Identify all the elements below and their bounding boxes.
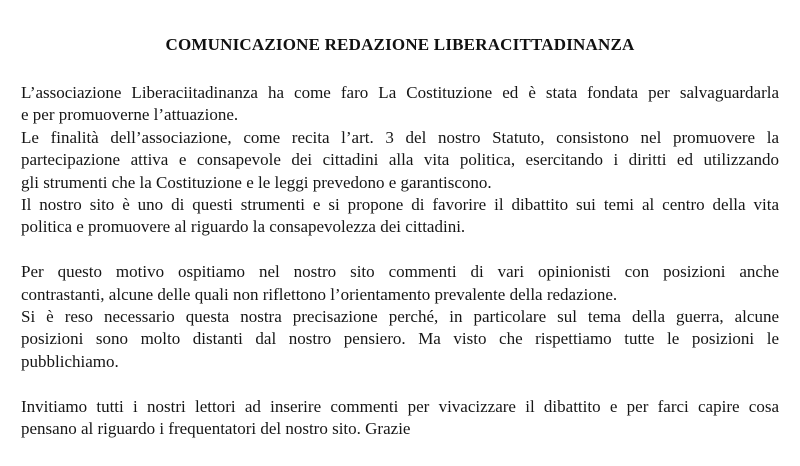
text-line: e per promuoverne l’attuazione.	[21, 105, 239, 125]
document-title: COMUNICAZIONE REDAZIONE LIBERACITTADINANZA	[165, 35, 635, 54]
text-line: Il nostro sito è uno di questi strumenti e si propone di favorire il dibattito sui temi al centro della vita	[21, 195, 779, 215]
paragraph	[21, 127, 779, 194]
document-body	[21, 82, 779, 440]
text-line: posizioni sono molto distanti dal nostro pensiero. Ma visto che rispettiamo tutte le posizioni le	[21, 329, 779, 349]
text-line: pensano al riguardo i frequentatori del nostro sito. Grazie	[21, 419, 411, 439]
text-line: Per questo motivo ospitiamo nel nostro sito commenti di vari opinionisti con posizioni anche	[21, 262, 779, 282]
text-line: gli strumenti che la Costituzione e le leggi prevedono e garantiscono.	[21, 172, 492, 192]
paragraph	[21, 82, 779, 127]
paragraph-spacer	[21, 239, 779, 261]
paragraph	[21, 261, 779, 306]
paragraph	[21, 194, 779, 239]
paragraph-spacer	[21, 373, 779, 395]
text-line: contrastanti, alcune delle quali non riflettono l’orientamento prevalente della redazione.	[21, 284, 618, 304]
text-line: Si è reso necessario questa nostra precisazione perché, in particolare sul tema della guerra, alcune	[21, 307, 779, 327]
text-line: Le finalità dell’associazione, come recita l’art. 3 del nostro Statuto, consistono nel promuovere la	[21, 127, 779, 147]
text-line: politica e promuovere al riguardo la consapevolezza dei cittadini.	[21, 217, 466, 237]
text-line: L’associazione Liberaciitadinanza ha come faro La Costituzione ed è stata fondata per salvaguardarla	[21, 83, 779, 102]
text-line: partecipazione attiva e consapevole dei cittadini alla vita politica, esercitando i diritti ed utilizzando	[21, 150, 779, 170]
paragraph	[21, 306, 779, 373]
text-line: Invitiamo tutti i nostri lettori ad inserire commenti per vivacizzare il dibattito e per farci capire cosa	[21, 396, 779, 416]
text-line: pubblichiamo.	[21, 351, 119, 371]
paragraph	[21, 396, 779, 441]
